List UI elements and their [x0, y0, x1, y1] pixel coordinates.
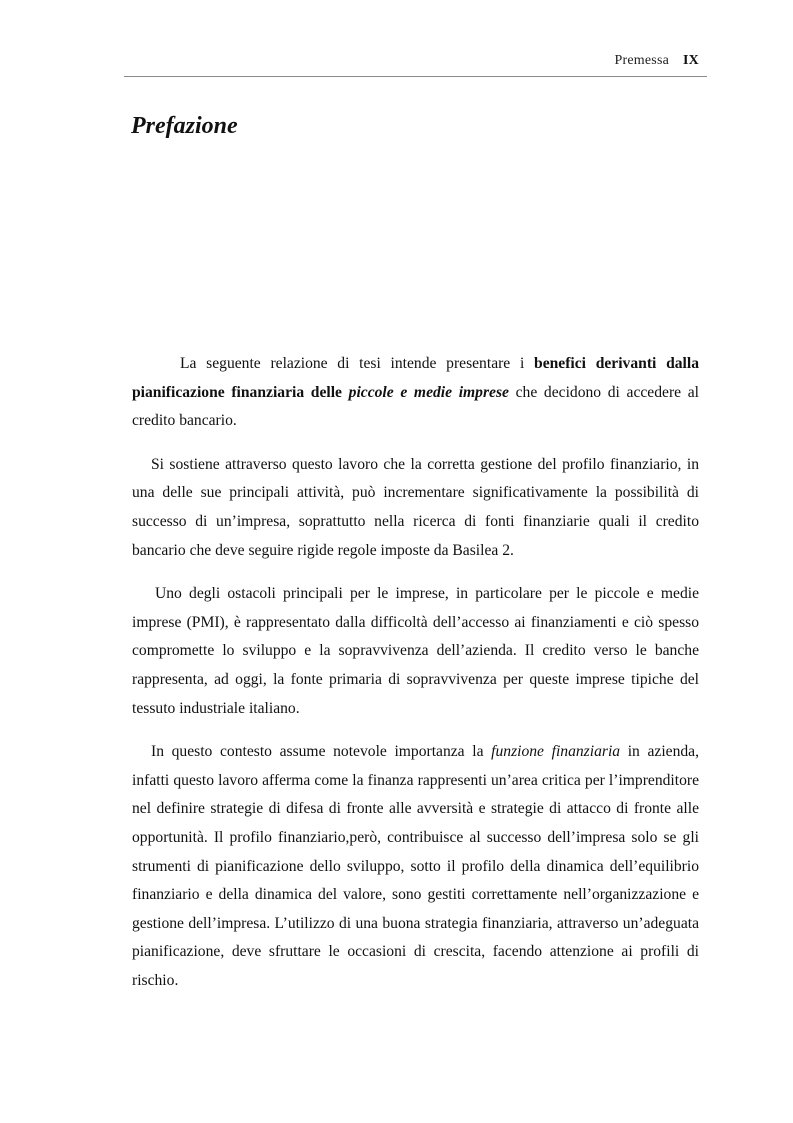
- paragraph-3: [132, 580, 699, 723]
- emphasis-italic: funzione finanziaria: [491, 743, 621, 761]
- body-text: [132, 350, 699, 1010]
- header-page-number: IX: [683, 53, 699, 68]
- running-header: [124, 50, 707, 77]
- paragraph-segment: Si sostiene attraverso questo lavoro che la corretta gestione del profilo finanziario, in una delle sue principali attività, può incrementare significativamente la possibilità di successo di un’impresa, soprattutto nella ricerca di fonti finanziarie quali il credito bancario che deve seguire rigide regole imposte da Basilea 2.: [132, 455, 699, 559]
- paragraph-2: [132, 451, 699, 565]
- paragraph-segment: in azienda, infatti questo lavoro afferma come la finanza rappresenti un’area critica per l’imprenditore nel definire strategie di difesa di fronte alle avversità e strategie di attacco di fronte alle opportunità. Il profilo finanziario,però, contribuisce al successo dell’impresa solo se gli strumenti di pianificazione dello sviluppo, sotto il profilo della dinamica dell’equilibrio finanziario e della dinamica del valore, sono gestiti correttamente nell’organizzazione e gestione dell’impresa. L’utilizzo di una buona strategia finanziaria, attraverso un’adeguata pianificazione, deve sfruttare le occasioni di crescita, facendo attenzione ai profili di rischio.: [132, 743, 699, 989]
- paragraph-4: [132, 738, 699, 995]
- paragraph-segment: In questo contesto assume notevole importanza la: [151, 743, 492, 761]
- paragraph-segment: [342, 384, 349, 401]
- paragraph-segment: La seguente relazione di tesi intende presentare i: [180, 355, 535, 372]
- paragraph-segment: che decidono di accedere al credito bancario.: [132, 383, 699, 430]
- header-section-label: Premessa: [614, 53, 670, 68]
- emphasis-bold-italic: piccole e medie imprese: [348, 383, 509, 401]
- paragraph-segment: Uno degli ostacoli principali per le imprese, in particolare per le piccole e medie imprese (PMI), è rappresentato dalla difficoltà dell’accesso ai finanziamenti e ciò spesso compromette lo sviluppo e la sopravvivenza dell’azienda. Il credito verso le banche rappresenta, ad oggi, la fonte primaria di sopravvivenza per queste imprese tipiche del tessuto industriale italiano.: [132, 585, 699, 717]
- paragraph-1: [132, 350, 699, 436]
- chapter-title: Prefazione: [131, 113, 238, 139]
- emphasis-bold: benefici derivanti dalla pianificazione finanziaria delle: [132, 355, 699, 401]
- running-head-text: [615, 53, 699, 69]
